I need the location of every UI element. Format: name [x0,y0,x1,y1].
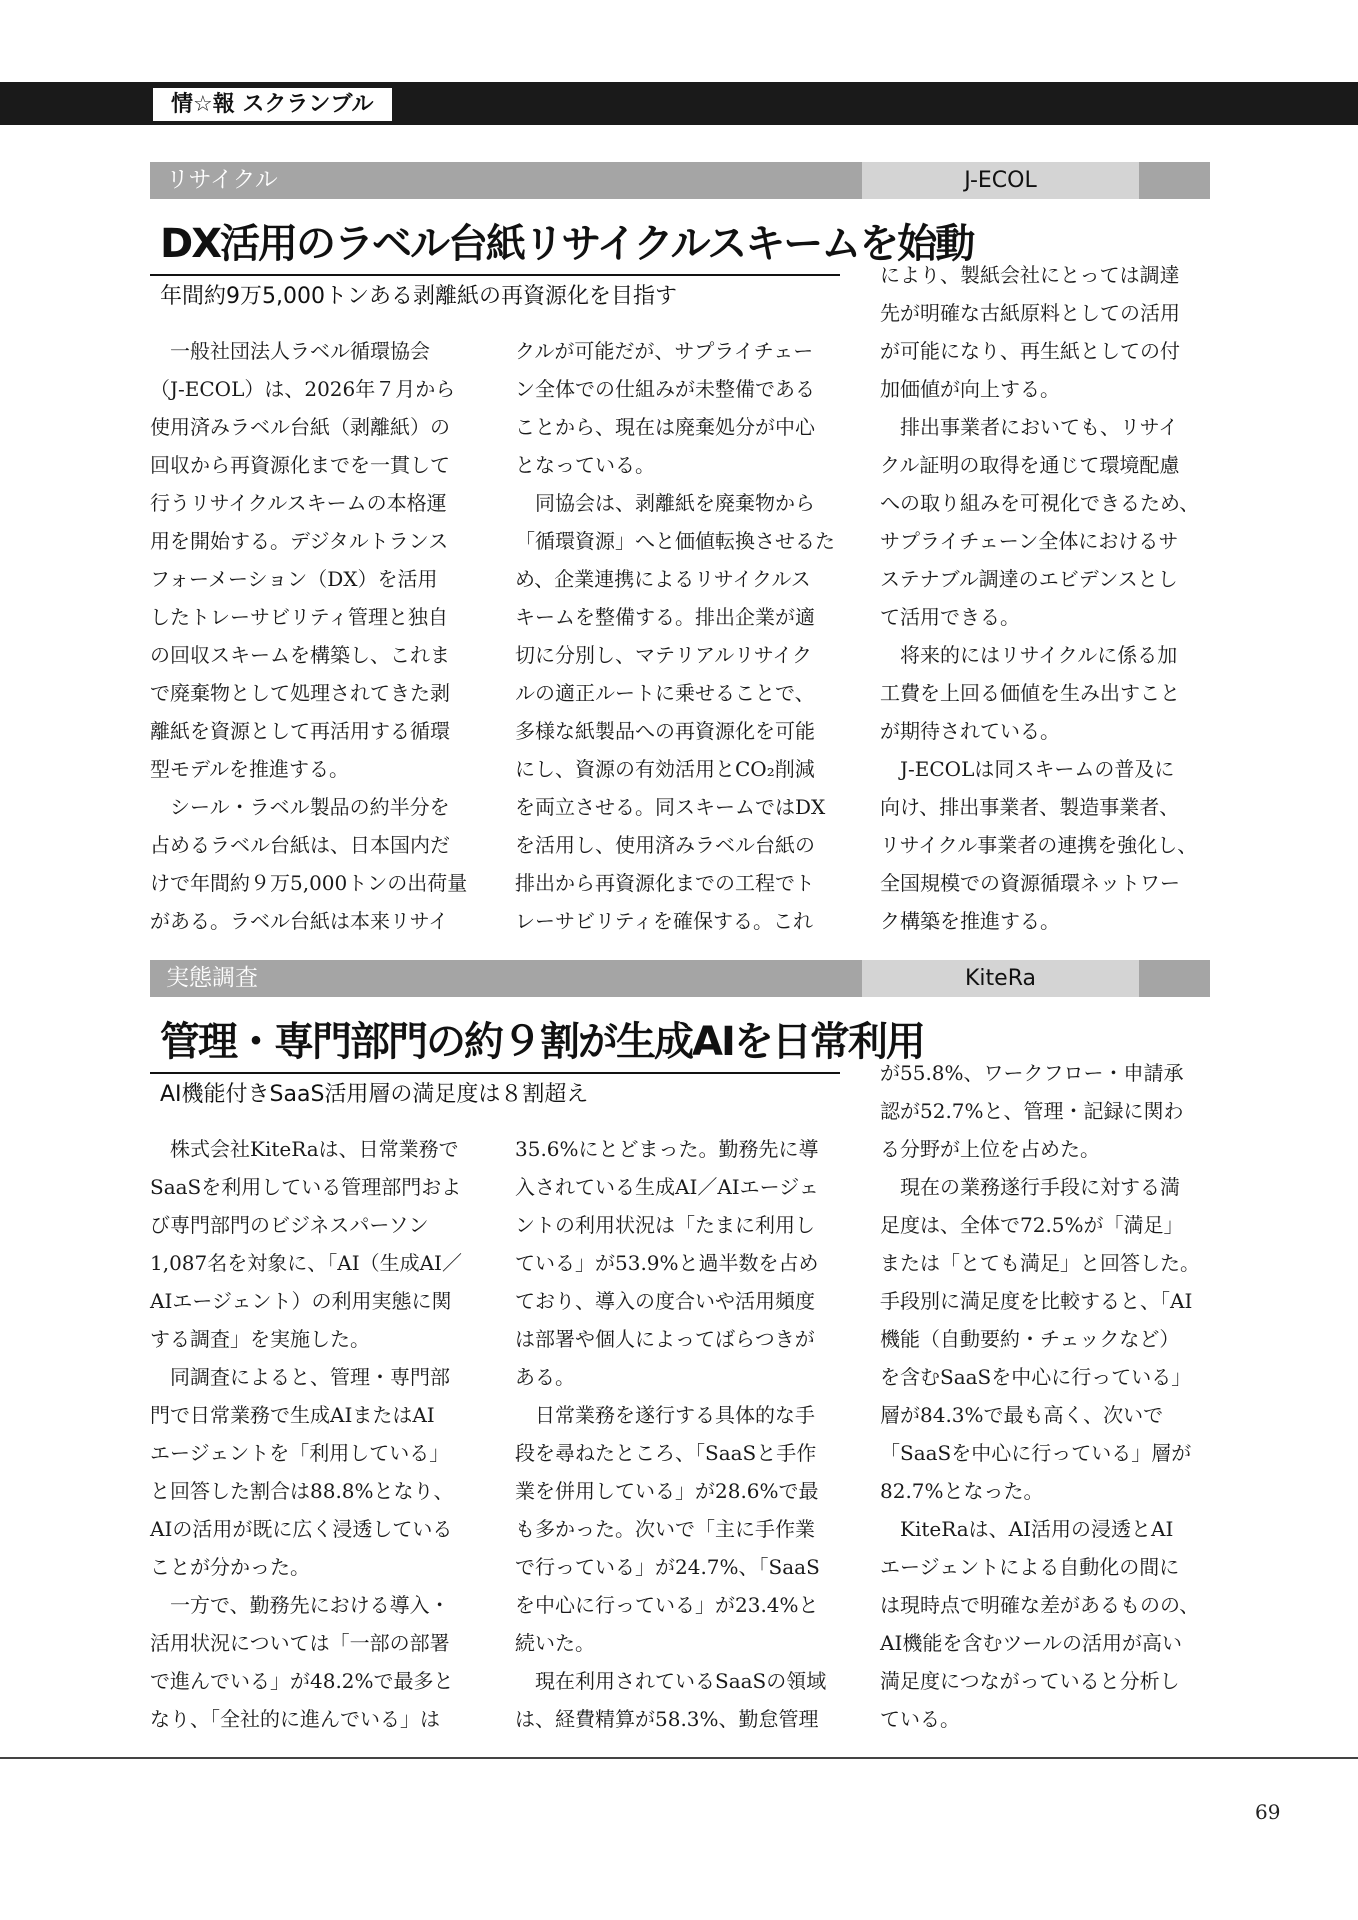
body-text-line: 続いた。 [515,1631,595,1655]
body-text-line: 足度は、全体で72.5%が「満足」 [880,1213,1184,1237]
body-text-line: 用を開始する。デジタルトランス [150,529,449,553]
body-text-line: 将来的にはリサイクルに係る加 [880,643,1178,667]
body-text-line: ことから、現在は廃棄処分が中心 [515,415,815,439]
body-text-line: 認が52.7%と、管理・記録に関わ [880,1099,1184,1123]
body-text-line: ステナブル調達のエビデンスとし [880,567,1178,591]
body-text-line: リサイクル事業者の連携を強化し、 [880,833,1198,857]
page-number: 69 [1255,1800,1281,1824]
body-text-line: は部署や個人によってばらつきが [515,1327,815,1351]
body-text-line: にし、資源の有効活用とCO₂削減 [515,757,815,781]
body-text-line: KiteRaは、AI活用の浸透とAI [880,1517,1174,1541]
article-1-subheadline: 年間約9万5,000トンある剥離紙の再資源化を目指す [160,284,677,309]
body-text-line: 一方で、勤務先における導入・ [150,1593,450,1617]
body-text-line: する調査」を実施した。 [150,1327,370,1351]
body-text-line: は、経費精算が58.3%、勤怠管理 [515,1707,819,1731]
article-2-column-2 [515,1130,845,1738]
body-text-line: て活用できる。 [880,605,1020,629]
body-text-line: クル証明の取得を通じて環境配慮 [880,453,1180,477]
body-text-line: 入されている生成AI／AIエージェ [515,1175,819,1199]
body-text-line: を両立させる。同スキームではDX [515,795,826,819]
article-2-source: KiteRa [862,960,1139,997]
body-text-line: レーサビリティを確保する。これ [515,909,813,933]
body-text-line: J-ECOLは同スキームの普及に [880,757,1175,781]
body-text-line: 現在利用されているSaaSの領域 [515,1669,827,1693]
body-text-line: び専門部門のビジネスパーソン [150,1213,429,1237]
body-text-line: （J-ECOL）は、2026年７月から [150,377,456,401]
body-text-line: を含むSaaSを中心に行っている」 [880,1365,1192,1389]
body-text-line: が可能になり、再生紙としての付 [880,339,1180,363]
body-text-line: の回収スキームを構築し、これま [150,643,450,667]
body-text-line: AIの活用が既に広く浸透している [150,1517,453,1541]
body-text-line: 占めるラベル台紙は、日本国内だ [150,833,450,857]
body-text-line: ている」が53.9%と過半数を占め [515,1251,819,1275]
body-text-line: AI機能を含むツールの活用が高い [880,1631,1182,1655]
body-text-line: ントの利用状況は「たまに利用し [515,1213,815,1237]
article-2-column-3 [880,1054,1210,1738]
body-text-line: 排出事業者においても、リサイ [880,415,1179,439]
article-1-column-3 [880,256,1210,940]
body-text-line: キームを整備する。排出企業が適 [515,605,815,629]
body-text-line: と回答した割合は88.8%となり、 [150,1479,454,1503]
body-text-line: 「循環資源」へと価値転換させるた [515,529,835,553]
body-text-line: エージェントを「利用している」 [150,1441,450,1465]
article-2-headline: 管理・専門部門の約９割が生成AIを日常利用 [160,1019,924,1065]
body-text-line: フォーメーション（DX）を活用 [150,567,438,591]
body-text-line: 加価値が向上する。 [880,377,1060,401]
body-text-line: る分野が上位を占めた。 [880,1137,1100,1161]
footer-rule [0,1757,1358,1759]
body-text-line: 業を併用している」が28.6%で最 [515,1479,819,1503]
body-text-line: 段を尋ねたところ、「SaaSと手作 [515,1441,817,1465]
body-text-line: 手段別に満足度を比較すると、「AI [880,1289,1193,1313]
article-2-category-bar [150,960,1210,997]
body-text-line: 切に分別し、マテリアルリサイク [515,643,812,667]
article-2-subheadline: AI機能付きSaaS活用層の満足度は８割超え [160,1082,589,1107]
article-2-headline-rule [150,1072,840,1074]
body-text-line: 1,087名を対象に、「AI（生成AI／ [150,1251,462,1275]
body-text-line: 向け、排出事業者、製造事業者、 [880,795,1180,819]
article-1-category-bar-end [1139,162,1210,199]
body-text-line: を中心に行っている」が23.4%と [515,1593,819,1617]
body-text-line: SaaSを利用している管理部門およ [150,1175,462,1199]
body-text-line: ており、導入の度合いや活用頻度 [515,1289,815,1313]
body-text-line: エージェントによる自動化の間に [880,1555,1180,1579]
body-text-line: シール・ラベル製品の約半分を [150,795,450,819]
body-text-line: 回収から再資源化までを一貫して [150,453,450,477]
body-text-line: なり、「全社的に進んでいる」は [150,1707,440,1731]
body-text-line: がある。ラベル台紙は本来リサイ [150,909,449,933]
body-text-line: 同調査によると、管理・専門部 [150,1365,450,1389]
body-text-line: 層が84.3%で最も高く、次いで [880,1403,1164,1427]
body-text-line: 排出から再資源化までの工程でト [515,871,815,895]
body-text-line: 型モデルを推進する。 [150,757,349,781]
body-text-line: したトレーサビリティ管理と独自 [150,605,448,629]
body-text-line: ン全体での仕組みが未整備である [515,377,815,401]
body-text-line: め、企業連携によるリサイクルス [515,567,811,591]
body-text-line: 35.6%にとどまった。勤務先に導 [515,1137,819,1161]
body-text-line: で進んでいる」が48.2%で最多と [150,1669,454,1693]
article-1-column-2 [515,332,845,940]
body-text-line: 「SaaSを中心に行っている」層が [880,1441,1192,1465]
body-text-line: サプライチェーン全体におけるサ [880,529,1179,553]
body-text-line: で廃棄物として処理されてきた剥 [150,681,450,705]
body-text-line: クルが可能だが、サプライチェー [515,339,814,363]
article-2-category-bar-end [1139,960,1210,997]
body-text-line: 使用済みラベル台紙（剥離紙）の [150,415,450,439]
body-text-line: 現在の業務遂行手段に対する満 [880,1175,1180,1199]
body-text-line: への取り組みを可視化できるため、 [880,491,1200,515]
body-text-line: ている。 [880,1707,960,1731]
body-text-line: 活用状況については「一部の部署 [150,1631,450,1655]
body-text-line: 機能（自動要約・チェックなど） [880,1327,1180,1351]
body-text-line: 多様な紙製品への再資源化を可能 [515,719,815,743]
body-text-line: 一般社団法人ラベル循環協会 [150,339,430,363]
article-1-source: J-ECOL [862,162,1139,199]
article-2-category: 実態調査 [150,960,862,997]
body-text-line: 行うリサイクルスキームの本格運 [150,491,447,515]
body-text-line: も多かった。次いで「主に手作業 [515,1517,815,1541]
body-text-line: 工費を上回る価値を生み出すこと [880,681,1180,705]
body-text-line: ルの適正ルートに乗せることで、 [515,681,815,705]
body-text-line: 全国規模での資源循環ネットワー [880,871,1180,895]
body-text-line: 日常業務を遂行する具体的な手 [515,1403,815,1427]
body-text-line: 門で日常業務で生成AIまたはAI [150,1403,435,1427]
body-text-line: 同協会は、剥離紙を廃棄物から [515,491,815,515]
article-1-headline-rule [150,274,840,276]
body-text-line: で行っている」が24.7%、「SaaS [515,1555,820,1579]
body-text-line: 離紙を資源として再活用する循環 [150,719,450,743]
body-text-line: を活用し、使用済みラベル台紙の [515,833,815,857]
article-1-headline: DX活用のラベル台紙リサイクルスキームを始動 [160,221,974,267]
body-text-line: ク構築を推進する。 [880,909,1060,933]
section-tag: 情☆報 スクランブル [153,88,392,121]
body-text-line: が期待されている。 [880,719,1060,743]
body-text-line: 満足度につながっていると分析し [880,1669,1180,1693]
article-1-column-1 [150,332,480,940]
body-text-line: は現時点で明確な差があるものの、 [880,1593,1200,1617]
body-text-line: または「とても満足」と回答した。 [880,1251,1200,1275]
article-1-category-bar [150,162,1210,199]
body-text-line: けで年間約９万5,000トンの出荷量 [150,871,468,895]
body-text-line: ことが分かった。 [150,1555,310,1579]
article-2-column-1 [150,1130,480,1738]
body-text-line: ある。 [515,1365,575,1389]
body-text-line: 82.7%となった。 [880,1479,1044,1503]
article-1-category: リサイクル [150,162,862,199]
body-text-line: AIエージェント）の利用実態に関 [150,1289,452,1313]
body-text-line: となっている。 [515,453,655,477]
body-text-line: 株式会社KiteRaは、日常業務で [150,1137,459,1161]
body-text-line: 先が明確な古紙原料としての活用 [880,301,1180,325]
body-text-line: が55.8%、ワークフロー・申請承 [880,1061,1184,1085]
body-text-line: により、製紙会社にとっては調達 [880,263,1180,287]
